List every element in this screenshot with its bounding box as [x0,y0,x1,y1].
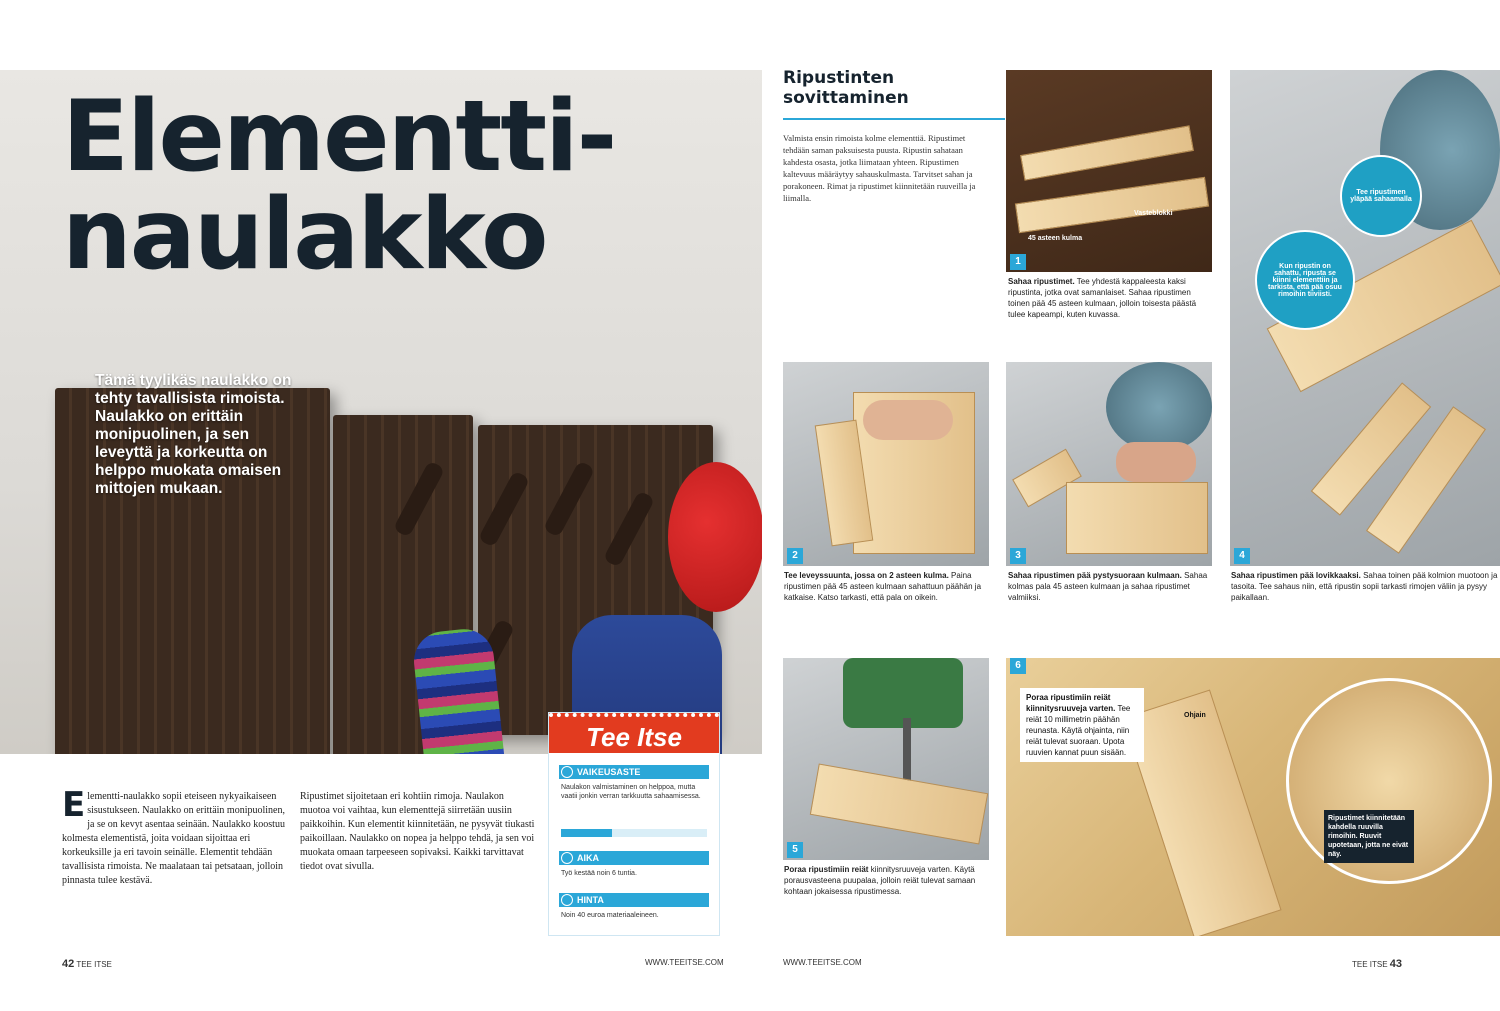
step-4-caption [1231,570,1499,603]
tip-bubble-b: Kun ripustin on sahattu, ripusta se kiinni elementtiin ja tarkista, että pää osuu rimoihin tiiviisti. [1255,230,1355,330]
step-3-photo [1006,362,1212,566]
page-headline [62,80,616,292]
step-2-number: 2 [787,548,803,564]
intro-part-1: Tämä tyylikäs naulakko on tehty tavallisista rimoista. Naulakko on erittäin monipuolinen, ja sen [95,372,292,443]
step-1-number: 1 [1010,254,1026,270]
left-page-number: 42 [62,958,75,970]
difficulty-icon [561,766,573,778]
step-4-caption-text: Sahaa toinen pää kolmion muotoon ja tasoita. Tee sahaus niin, että ripustin sopii tarkasti rimojen väliin ja pysyy paikallaan. [1231,571,1498,602]
difficulty-header [559,765,709,779]
body-column-2 [300,790,535,874]
step-2-caption-text: Paina ripustimen pää 45 asteen kulmaan sahattuun päähän ja katkaise. Katso tarkasti, että pala on oikein. [784,571,982,602]
section-title [783,68,909,108]
step-5-number: 5 [787,842,803,858]
price-label: HINTA [577,895,604,905]
step-2-caption [784,570,990,603]
right-footer-url: WWW.TEEITSE.COM [783,958,862,967]
step-6-dark-callout: Ripustimet kiinnitetään kahdella ruuvilla rimoihin. Ruuvit upotetaan, jotta ne eivät näy. [1324,810,1414,863]
step-1-photo [1006,70,1212,272]
price-text: Noin 40 euroa materiaaleineen. [561,912,659,919]
body-column-2-text: Ripustimet sijoitetaan eri kohtiin rimoja. Naulakon muotoa voi vaihtaa, kun elementtejä siirretään uusiin paikkoihin. Kun elementit kiinnitetään, ne pysyvät tiukasti paikoillaan. Naulakko on nopea ja helppo tehdä, ja sen voi muokata omaan tarpeeseen sopivaksi. Kaikki tarvittavat tiedot ovat sivulla. [300,791,535,872]
step-6-callout [1020,688,1144,762]
difficulty-bar [561,829,707,837]
section-title-line-1: Ripustinten [783,68,895,88]
section-intro: Valmista ensin rimoista kolme elementtiä. Ripustimet tehdään saman paksuisesta puusta. Ripustin sahataan kahdesta osasta, jotka liimataan yhteen. Ripustimen kaltevuus määräytyy sahauskulmasta. Tarvitset sahan ja porakoneen. Rimat ja ripustimet kiinnitetään ruuveilla ja liimalla. [783,133,976,203]
step-3-caption-title: Sahaa ripustimen pää pystysuoraan kulmaan. [1008,571,1182,580]
step-6-callout-text: Tee reiät 10 millimetrin päähän reunasta. Käytä ohjainta, niin reiät tulevat suoraan. Upota ruuvien kannat puun sisään. [1026,704,1131,757]
drill-bit [903,718,911,788]
step-3-number: 3 [1010,548,1026,564]
intro-part-3: omaisen mittojen mukaan. [95,462,282,497]
left-footer-url: WWW.TEEITSE.COM [645,958,724,967]
time-header [559,851,709,865]
red-beret [668,462,762,612]
section-rule [783,118,1005,120]
step-3-caption [1008,570,1214,603]
tee-itse-info-box [548,712,720,936]
price-header [559,893,709,907]
left-magazine-name: TEE ITSE [76,960,112,969]
step-4-photo [1230,70,1500,566]
step-5-caption [784,864,990,897]
step-5-caption-title: Poraa ripustimiin reiät [784,865,869,874]
hand [1116,442,1196,482]
difficulty-label: VAIKEUSASTE [577,767,641,777]
body-column-1 [62,785,292,888]
intro-text [95,372,295,498]
step-2-caption-title: Tee leveyssuunta, jossa on 2 asteen kulma. [784,571,949,580]
tip-bubble-a: Tee ripustimen yläpää sahaamalla [1340,155,1422,237]
label-45-angle: 45 asteen kulma [1028,235,1083,242]
step-6-photo [1006,658,1500,936]
saw [1106,362,1212,452]
euro-icon [561,894,573,906]
difficulty-bar-fill [561,829,612,837]
step-5-photo [783,658,989,860]
step-4-caption-title: Sahaa ripustimen pää lovikkaaksi. [1231,571,1361,580]
headline-line-1: Elementti- [62,80,616,194]
wood-piece [810,763,988,844]
section-title-line-2: sovittaminen [783,88,909,108]
tee-itse-title: Tee Itse [549,713,719,753]
time-text: Työ kestää noin 6 tuntia. [561,870,637,877]
difficulty-text: Naulakon valmistaminen on helppoa, mutta vaatii jonkin verran tarkkuutta sahaamisessa. [561,784,701,800]
body-column-1-text: lementti-naulakko sopii eteiseen nykyaikaiseen sisustukseen. Naulakko on erittäin monipuolinen, ja se on kevyt asentaa seinään. Naulakko koostuu kolmesta elementistä, joita voidaan sijoittaa eri korkeuksille ja eri tavoin seinälle. Elementit tehdään tavallisista rimoista. Ne maalataan tai petsataan, jolloin pinnasta tulee kestävä. [62,791,285,886]
clock-icon [561,852,573,864]
wood-piece [1122,689,1281,936]
wood-piece [1015,177,1209,233]
label-stop-block: Vasteblokki [1134,210,1173,217]
step-3-caption-text: Sahaa kolmas pala 45 asteen kulmaan ja sahaa ripustimet valmiiksi. [1008,571,1208,602]
label-guide: Ohjain [1184,712,1206,719]
step-4-number: 4 [1234,548,1250,564]
hand [863,400,953,440]
intro-part-2: leveyttä ja korkeutta on helppo muokata [95,444,268,479]
step-6-callout-title: Poraa ripustimiin reiät kiinnitysruuveja varten. [1026,693,1116,713]
headline-line-2: naulakko [62,178,547,292]
right-page-number: 43 [1389,958,1403,970]
wood-piece [1020,125,1194,180]
wood-piece [1066,482,1208,554]
time-label: AIKA [577,853,599,863]
drop-cap: E [62,785,86,825]
step-6-number: 6 [1010,658,1026,674]
step-5-caption-text: kiinnitysruuveja varten. Käytä porausvasteena puupalaa, jolloin reiät tulevat samaan kohtaan jokaisessa ripustimessa. [784,865,976,896]
step-1-caption-text: Tee yhdestä kappaleesta kaksi ripustinta, jotka ovat samanlaiset. Sahaa ripustimen toinen pää 45 asteen kulmaan, jolloin toisesta päästä tulee kapeampi, kuten kuvassa. [1008,277,1197,319]
right-footer [1352,958,1402,970]
step-2-photo [783,362,989,566]
left-footer [62,958,112,970]
right-magazine-name: TEE ITSE [1352,960,1388,969]
step-1-caption [1008,276,1214,320]
step-1-caption-title: Sahaa ripustimet. [1008,277,1075,286]
